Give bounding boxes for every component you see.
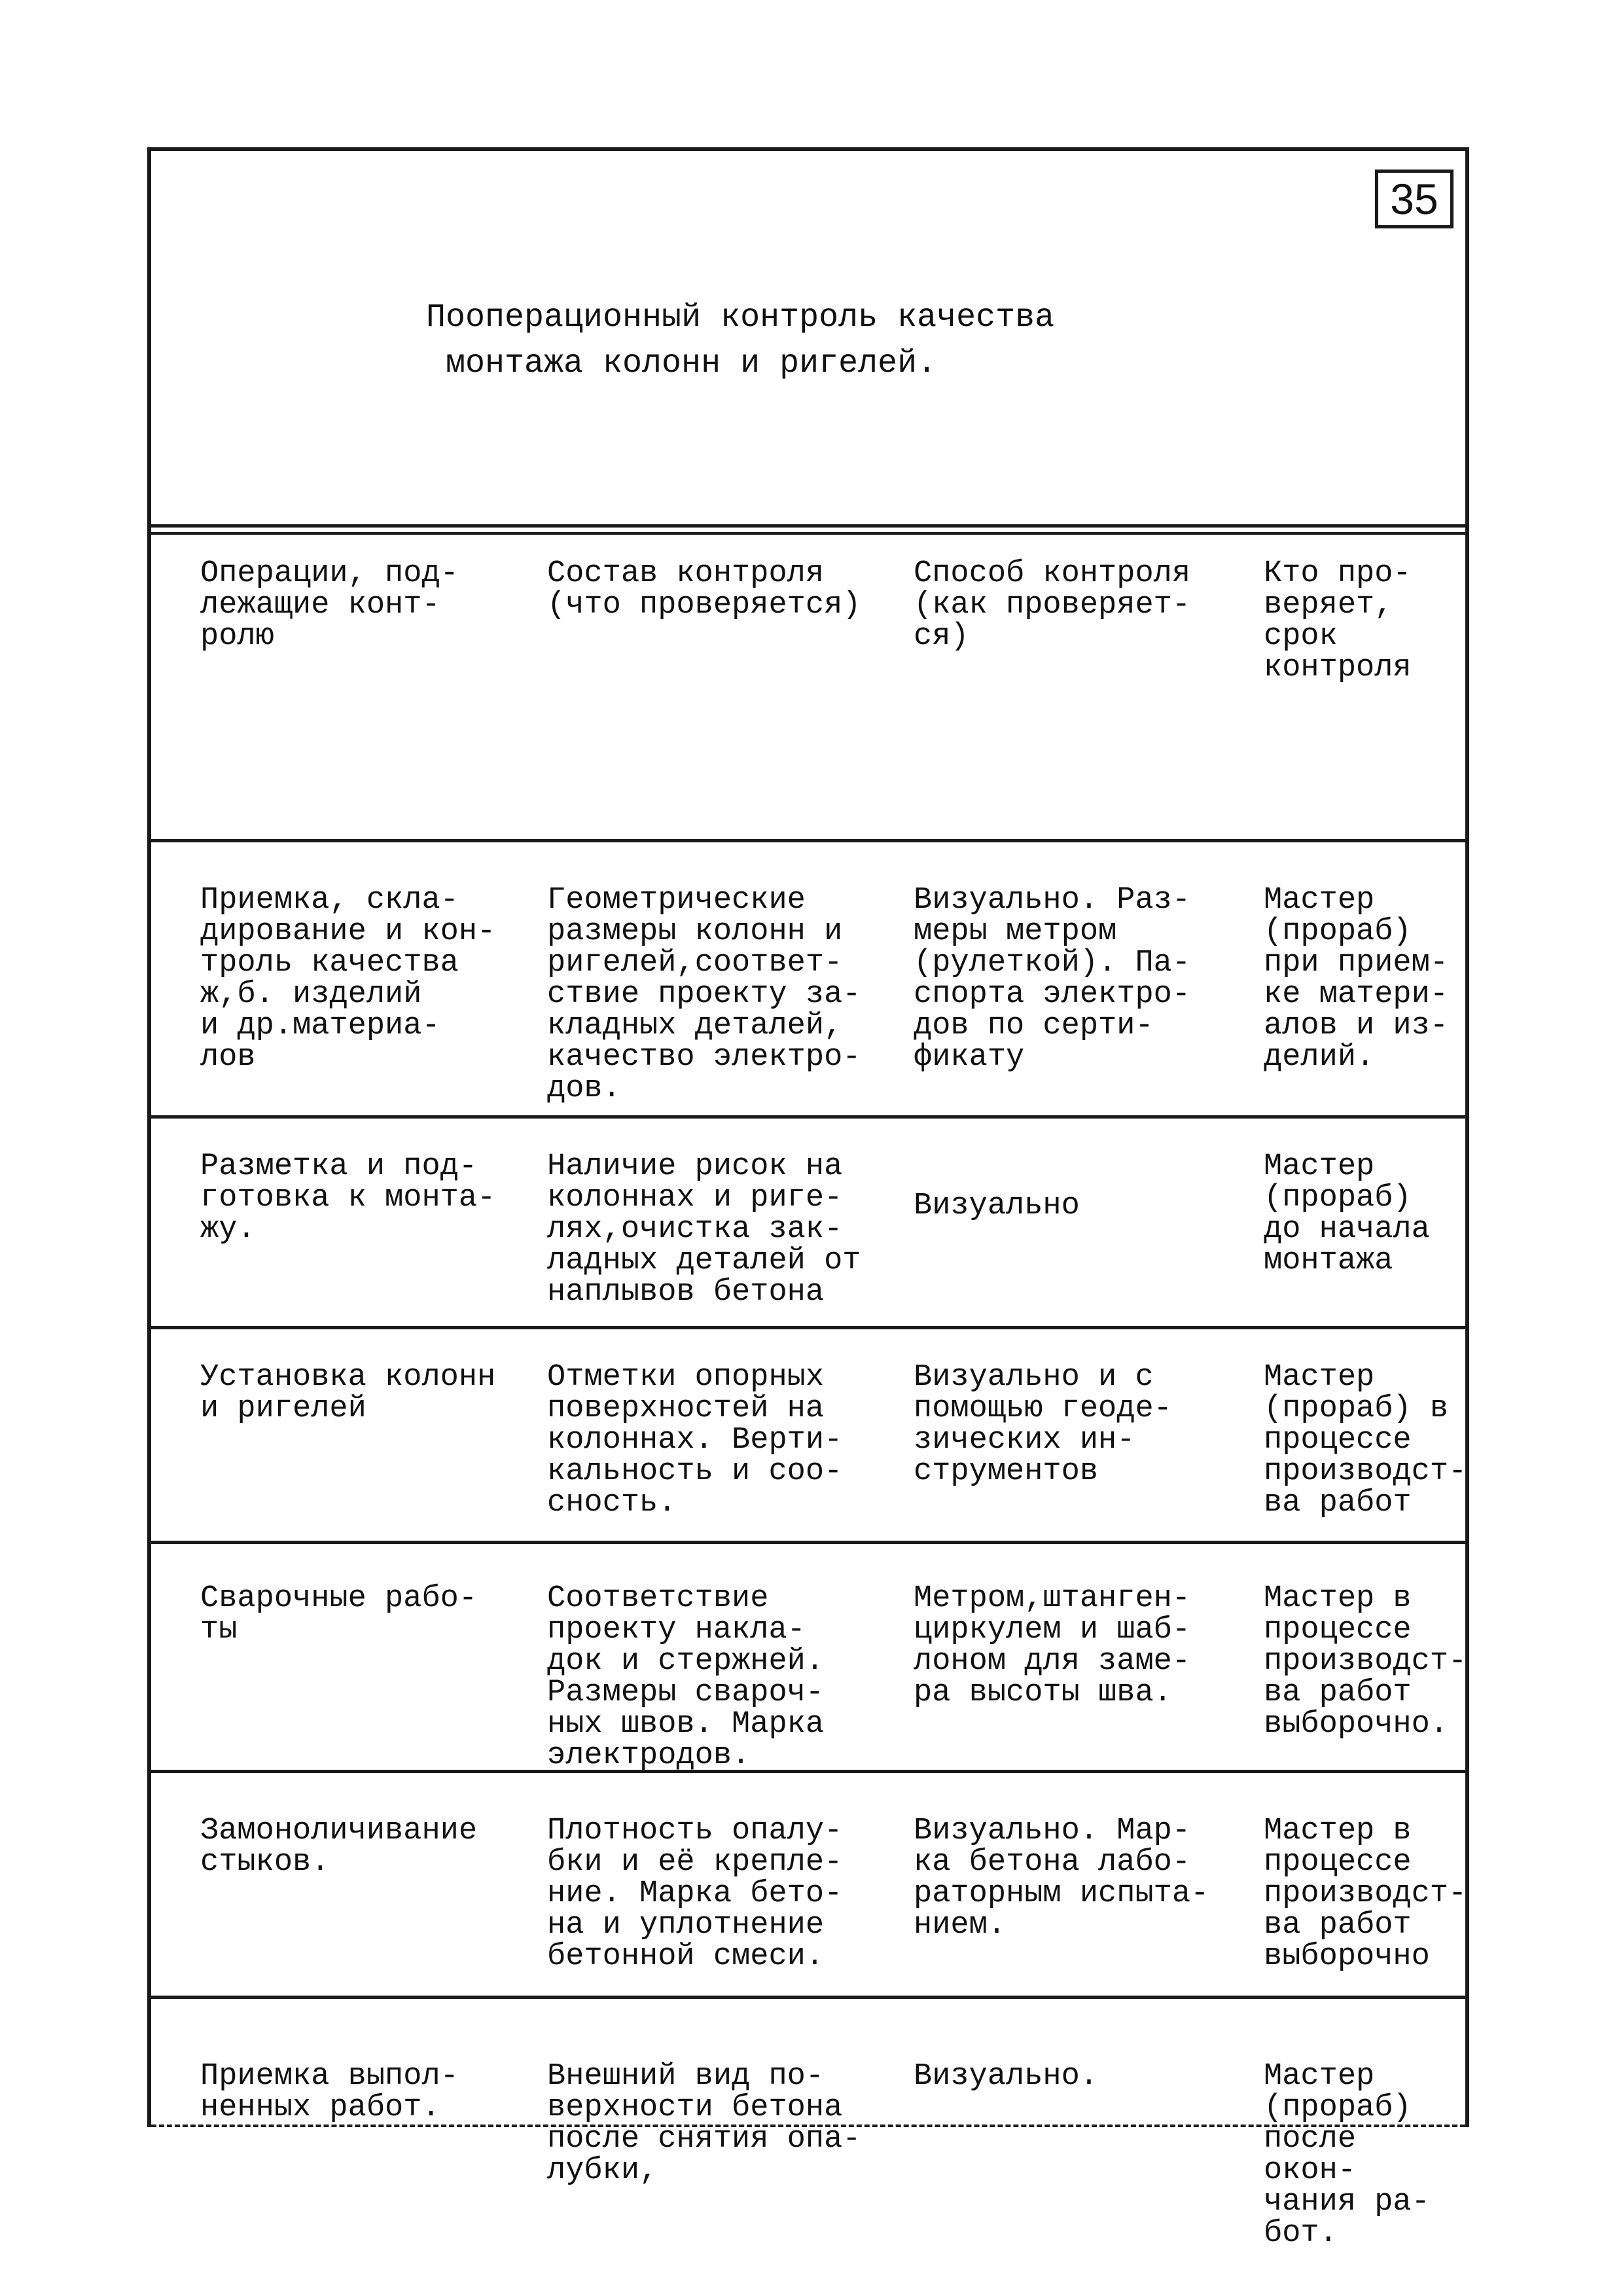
- cell-composition: Соответствие проекту накла- док и стержней. Размеры свароч- ных швов. Марка электродов.: [547, 1581, 825, 1773]
- cell-operation: Замоноличивание стыков.: [200, 1814, 478, 1880]
- header-method: Способ контроля (как проверяет- ся): [914, 556, 1191, 654]
- document-title: [426, 295, 1277, 387]
- cell-operation: Приемка выпол- ненных работ.: [200, 2059, 459, 2125]
- table-row: [151, 1544, 1465, 1773]
- cell-who: Мастер в процессе производст- ва работ выборочно: [1264, 1814, 1467, 1974]
- cell-operation: Разметка и под- готовка к монта- жу.: [200, 1149, 496, 1247]
- cell-method: Визуально: [914, 1189, 1080, 1223]
- page-number-box: 35: [1375, 170, 1454, 228]
- table-row: [151, 1999, 1465, 2274]
- table-row: [151, 1773, 1465, 1999]
- cell-operation: Приемка, скла- дирование и кон- троль качества ж,б. изделий и др.материа- лов: [200, 883, 496, 1075]
- cell-who: Мастер в процессе производст- ва работ выборочно.: [1264, 1581, 1467, 1742]
- cell-operation: Сварочные рабо- ты: [200, 1581, 478, 1647]
- cell-composition: Геометрические размеры колонн и ригелей,соответ- ствие проекту за- кладных деталей, качество электро- дов.: [547, 883, 861, 1106]
- cell-who: Мастер (прораб) в процессе производст- ва работ: [1264, 1360, 1467, 1520]
- cell-who: Мастер (прораб) при прием- ке матери- алов и из- делий.: [1264, 883, 1449, 1075]
- title-divider: [151, 524, 1465, 535]
- cell-method: Визуально. Мар- ка бетона лабо- раторным испыта- нием.: [914, 1814, 1209, 1943]
- cell-method: Визуально и с помощью геоде- зических ин- струментов: [914, 1360, 1172, 1489]
- cell-who: Мастер (прораб) после окон- чания ра- бот.: [1264, 2059, 1430, 2251]
- control-table: [151, 535, 1465, 2274]
- cell-method: Визуально. Раз- меры метром (рулеткой). Па- спорта электро- дов по серти- фикату: [914, 883, 1191, 1075]
- cell-operation: Установка колонн и ригелей: [200, 1360, 496, 1426]
- table-row: [151, 1329, 1465, 1544]
- cell-composition: Отметки опорных поверхностей на колоннах. Верти- кальность и соо- сность.: [547, 1360, 843, 1520]
- table-row: [151, 842, 1465, 1119]
- cell-composition: Наличие рисок на колоннах и риге- лях,очистка зак- ладных деталей от наплывов бетона: [547, 1149, 861, 1310]
- cell-composition: Плотность опалу- бки и её крепле- ние. Марка бето- на и уплотнение бетонной смеси.: [547, 1814, 843, 1974]
- cell-method: Метром,штанген- циркулем и шаб- лоном для заме- ра высоты шва.: [914, 1581, 1191, 1710]
- cell-composition: Внешний вид по- верхности бетона после снятия опа- лубки,: [547, 2059, 861, 2188]
- cell-who: Мастер (прораб) до начала монтажа: [1264, 1149, 1430, 1278]
- cell-method: Визуально.: [914, 2059, 1099, 2094]
- header-operations: Операции, под- лежащие конт- ролю: [200, 556, 459, 654]
- table-header-row: [151, 535, 1465, 842]
- page-bottom-border: [151, 2125, 1465, 2127]
- header-composition: Состав контроля (что проверяется): [547, 556, 861, 622]
- document-page-frame: [147, 147, 1469, 2251]
- title-line-1: Пооперационный контроль качества: [426, 299, 1055, 336]
- header-who: Кто про- веряет, срок контроля: [1264, 556, 1412, 685]
- title-line-2: монтажа колонн и ригелей.: [446, 345, 937, 382]
- table-row: [151, 1119, 1465, 1329]
